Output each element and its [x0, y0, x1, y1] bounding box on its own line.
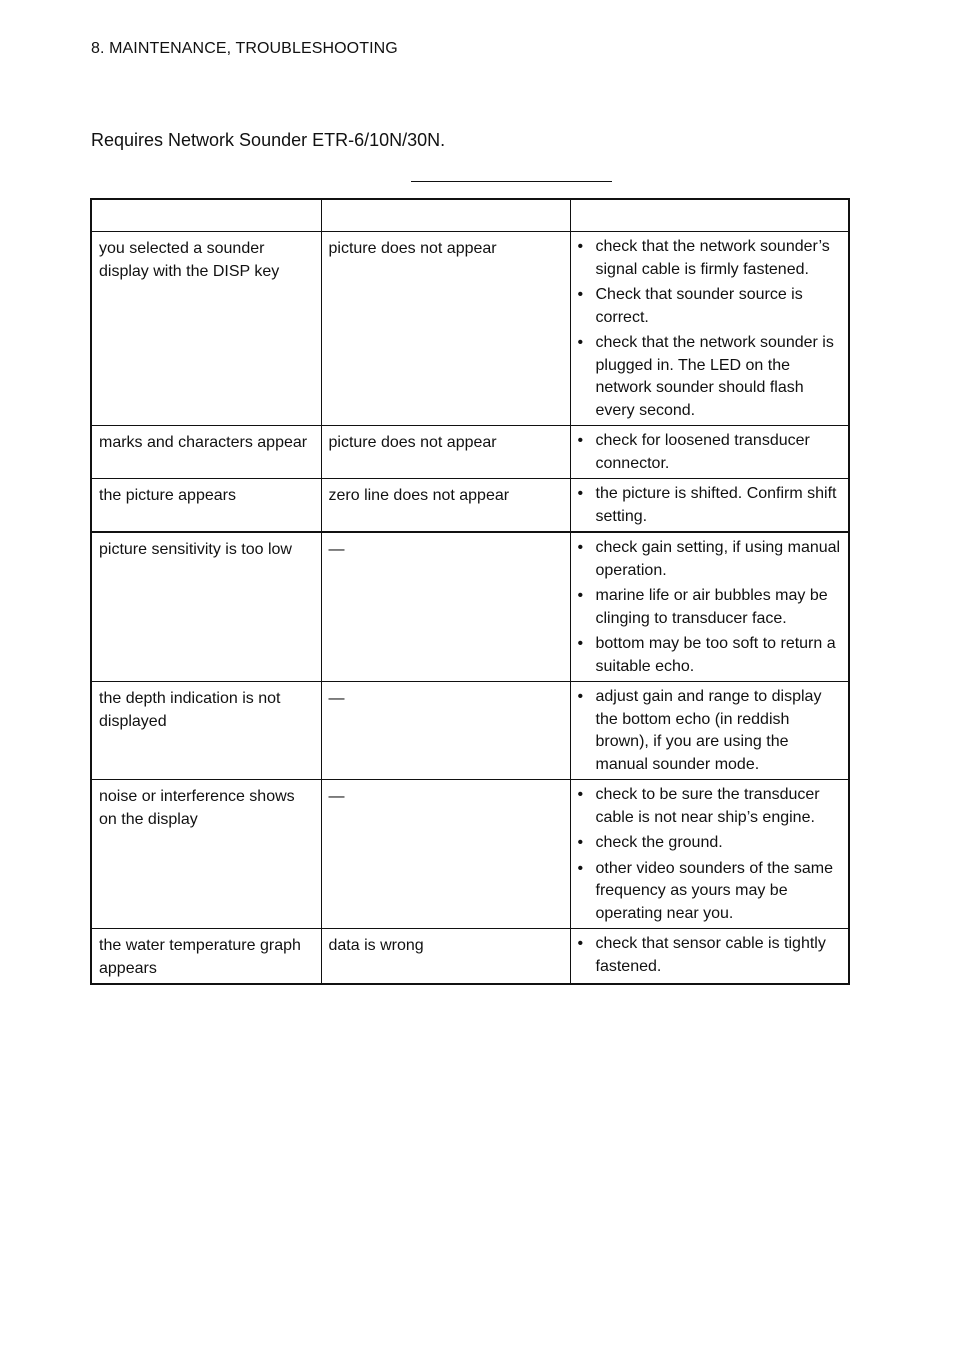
table-row — [91, 479, 849, 533]
condition-cell — [91, 232, 321, 426]
remedy-cell — [570, 479, 849, 533]
remedy-cell — [570, 682, 849, 780]
condition-text: you selected a sounder display with the DISP key — [99, 240, 280, 280]
symptom-cell — [321, 532, 570, 682]
symptom-cell — [321, 682, 570, 780]
header-cell — [321, 199, 570, 232]
symptom-text: picture does not appear — [328, 240, 497, 257]
symptom-text: zero line does not appear — [328, 487, 510, 504]
remedy-item: • check to be sure the transducer cable is not near ship’s engine. — [578, 784, 842, 829]
symptom-text: data is wrong — [328, 937, 424, 954]
remedy-item: • Check that sounder source is correct. — [578, 284, 842, 329]
condition-cell — [91, 479, 321, 533]
intro-text: Requires Network Sounder ETR-6/10N/30N. — [91, 130, 446, 150]
condition-text: the water temperature graph appears — [99, 937, 301, 977]
condition-text: picture sensitivity is too low — [99, 541, 292, 558]
condition-text: marks and characters appear — [99, 434, 308, 451]
header-cell — [570, 199, 849, 232]
symptom-text: — — [328, 541, 345, 558]
remedy-list — [578, 537, 842, 678]
remedy-item: • marine life or air bubbles may be clinging to transducer face. — [578, 585, 842, 630]
condition-text: noise or interference shows on the display — [99, 788, 295, 828]
symptom-cell — [321, 479, 570, 533]
remedy-list — [578, 686, 842, 776]
remedy-item: • the picture is shifted. Confirm shift setting. — [578, 483, 842, 528]
remedy-item: • check the ground. — [578, 832, 842, 855]
table-row — [91, 682, 849, 780]
remedy-cell — [570, 532, 849, 682]
remedy-item: • check that the network sounder’s signal cable is firmly fastened. — [578, 236, 842, 281]
condition-cell — [91, 426, 321, 479]
title-underline — [411, 181, 612, 182]
symptom-cell — [321, 232, 570, 426]
remedy-cell — [570, 929, 849, 985]
table-row — [91, 426, 849, 479]
symptom-text: — — [328, 690, 345, 707]
remedy-list — [578, 430, 842, 475]
running-head: 8. MAINTENANCE, TROUBLESHOOTING — [91, 40, 398, 57]
table-header-row — [91, 199, 849, 232]
table-row — [91, 232, 849, 426]
condition-text: the picture appears — [99, 487, 236, 504]
condition-cell — [91, 780, 321, 929]
symptom-text: picture does not appear — [328, 434, 497, 451]
condition-cell — [91, 532, 321, 682]
remedy-item: • other video sounders of the same frequency as yours may be operating near you. — [578, 858, 842, 926]
remedy-cell — [570, 780, 849, 929]
symptom-cell — [321, 426, 570, 479]
symptom-cell — [321, 929, 570, 985]
remedy-item: • check that sensor cable is tightly fastened. — [578, 933, 842, 978]
condition-cell — [91, 929, 321, 985]
table-row — [91, 929, 849, 985]
remedy-item: • bottom may be too soft to return a suitable echo. — [578, 633, 842, 678]
header-cell — [91, 199, 321, 232]
remedy-item: • check for loosened transducer connector. — [578, 430, 842, 475]
remedy-list — [578, 784, 842, 925]
remedy-item: • check gain setting, if using manual operation. — [578, 537, 842, 582]
remedy-cell — [570, 426, 849, 479]
symptom-text: — — [328, 788, 345, 805]
condition-text: the depth indication is not displayed — [99, 690, 281, 730]
remedy-item: • check that the network sounder is plugged in. The LED on the network sounder should flash every second. — [578, 332, 842, 422]
remedy-cell — [570, 232, 849, 426]
condition-cell — [91, 682, 321, 780]
table-row — [91, 532, 849, 682]
remedy-list — [578, 933, 842, 978]
remedy-item: • adjust gain and range to display the bottom echo (in reddish brown), if you are using the manual sounder mode. — [578, 686, 842, 776]
remedy-list — [578, 236, 842, 422]
troubleshooting-table — [90, 198, 850, 985]
table-body — [91, 232, 849, 985]
remedy-list — [578, 483, 842, 528]
symptom-cell — [321, 780, 570, 929]
table-row — [91, 780, 849, 929]
